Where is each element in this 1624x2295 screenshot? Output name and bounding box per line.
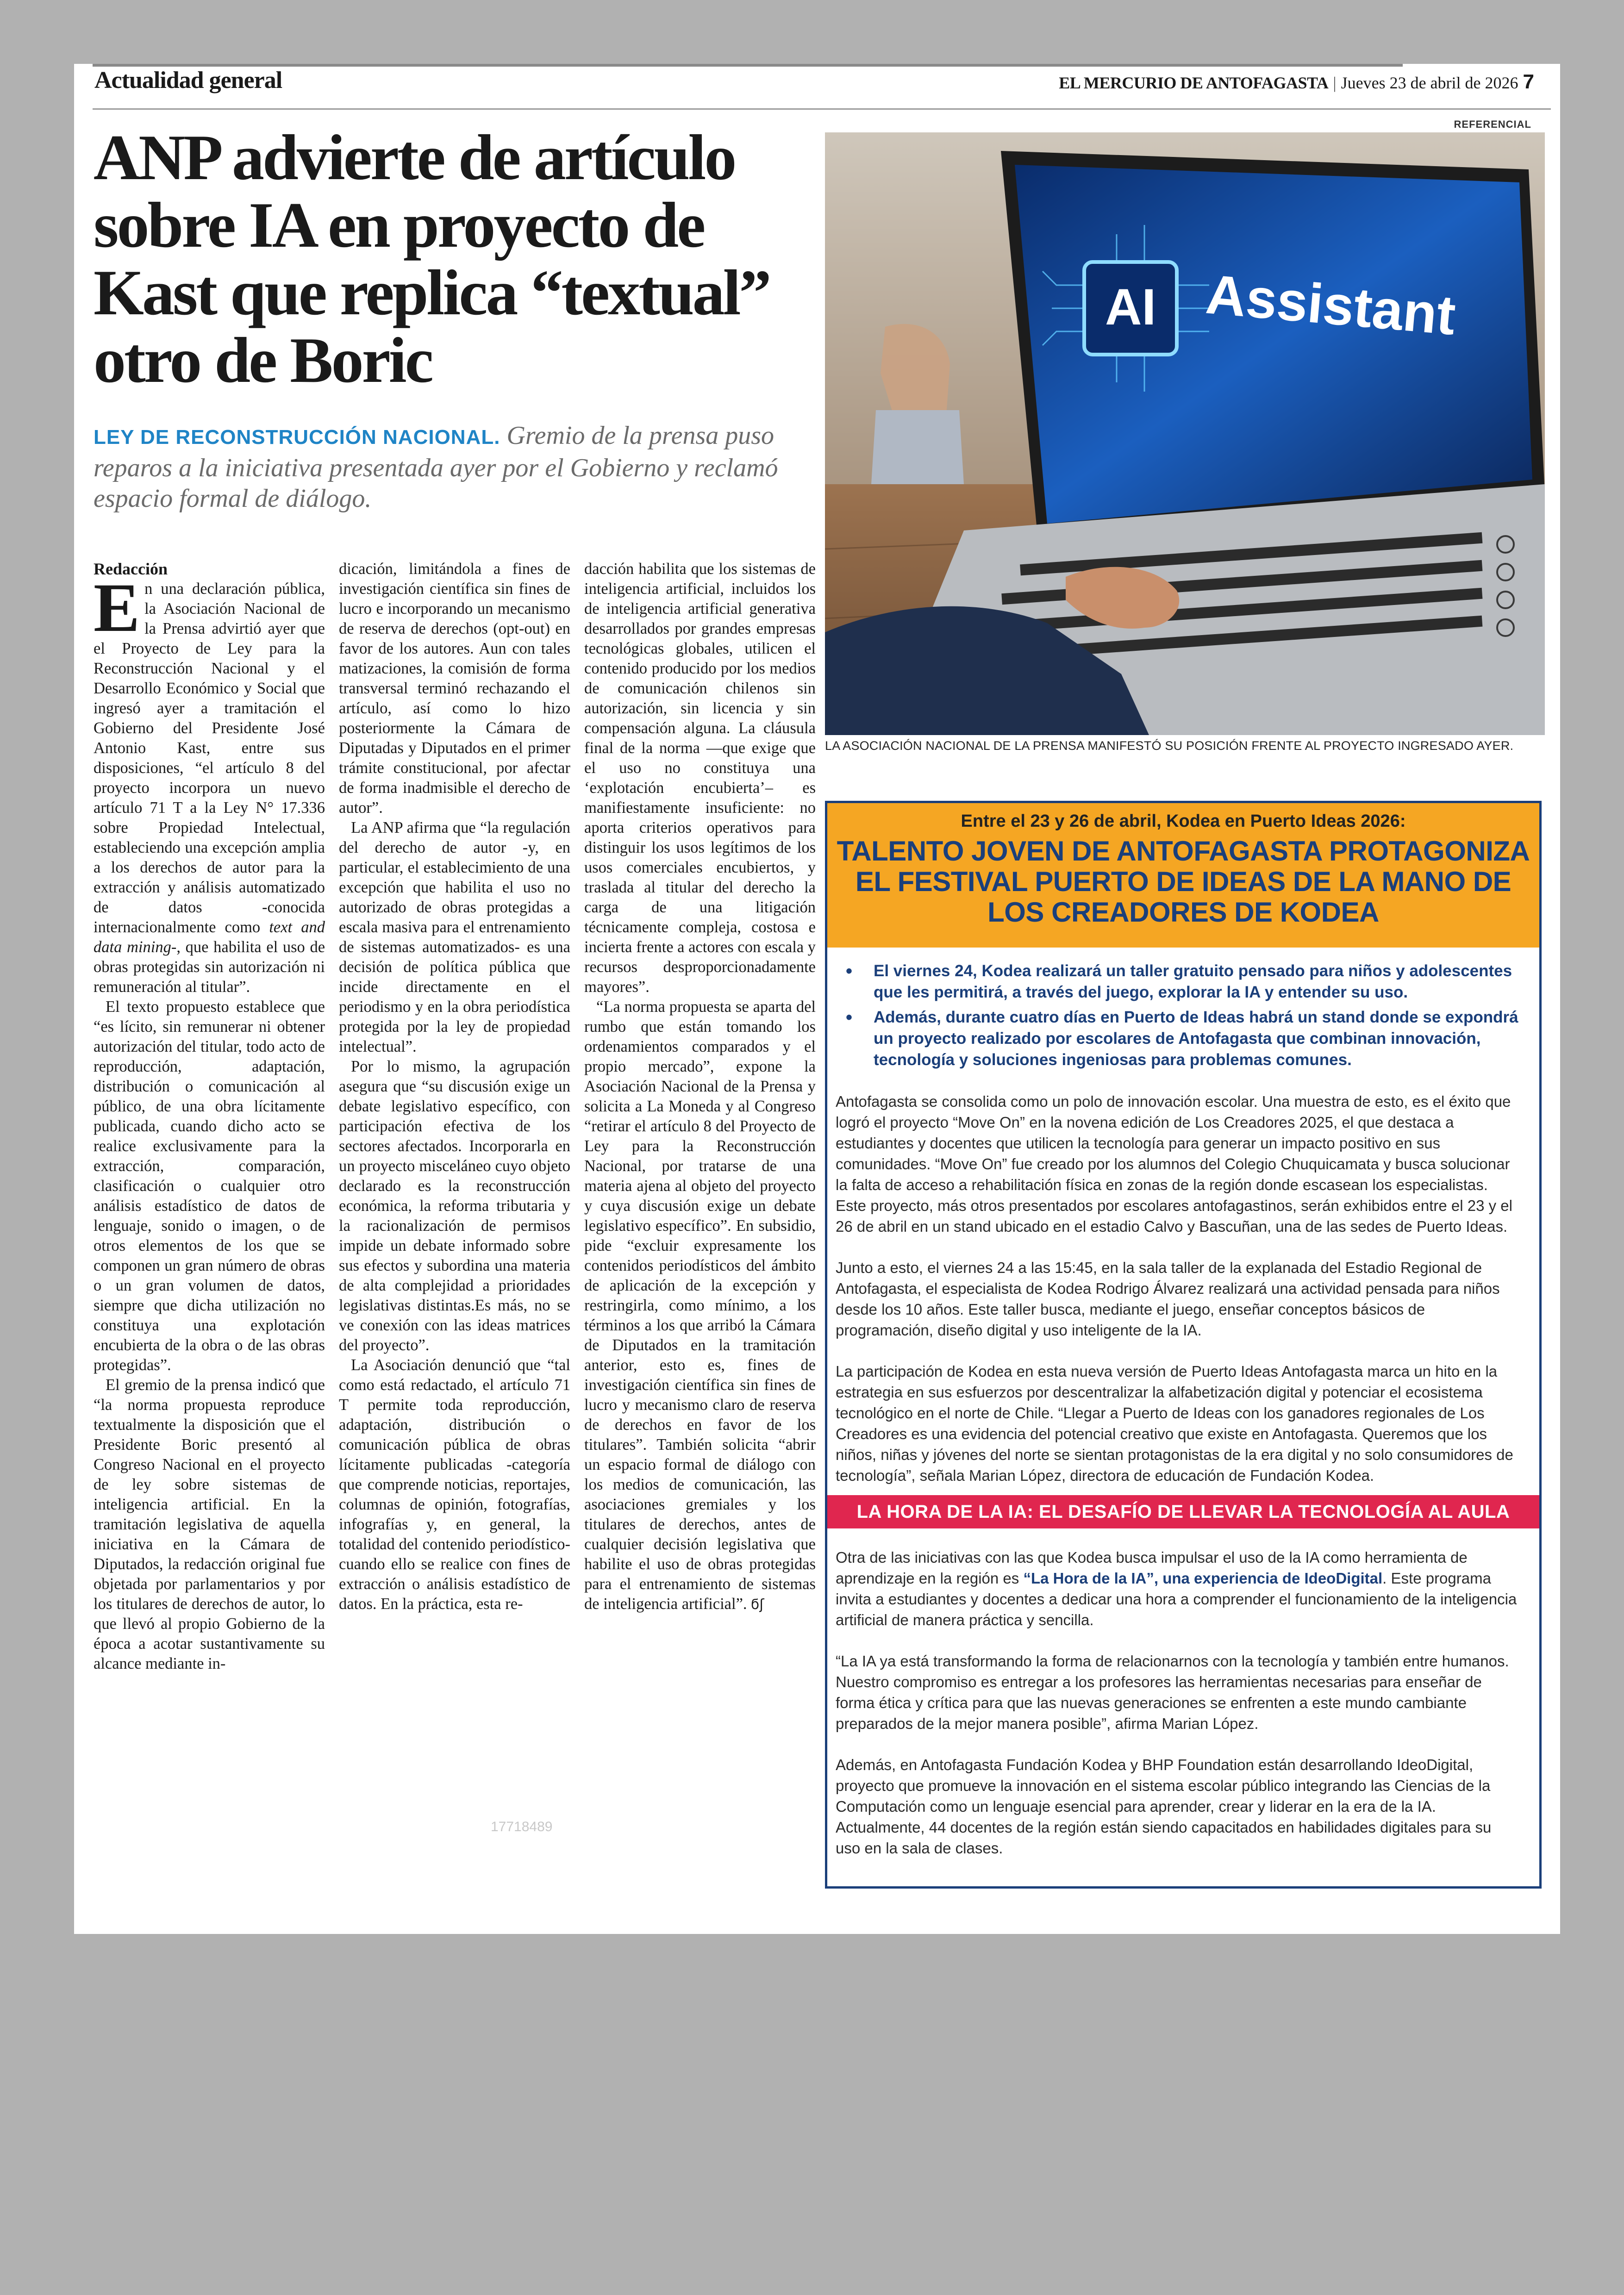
header-rule-bottom [93,108,1551,110]
article-paragraph: El texto propuesto establece que “es lícito, sin remunerar ni obtener autorización del titular, todo acto de reproducción, adaptación, distribución o comunicación al público, de una obra lícitamente publicada, cuando dicho acto se realice exclusivamente para la extracción, comparación, clasificación o cualquier otro análisis estadístico de datos de lenguaje, sonido o imagen, o de otros elementos de los que se componen un gran número de obras o un gran volumen de datos, siempre que dicha utilización no constituya una explotación encubierta de la obra o de las obras protegidas”. [94,998,325,1374]
paragraph-italic-term: text and data mining [94,918,325,956]
screen-assistant-text: Assistant [1203,263,1458,347]
paragraph-text: Otra de las iniciativas con las que Kodea busca impulsar el uso de la IA como herramienta de aprendizaje en la región es [836,1549,1468,1587]
sponsored-box [825,801,1542,1889]
end-mark-icon: ϭʃ [751,1597,764,1613]
article-headline: ANP advierte de artículo sobre IA en proyecto de Kast que replica “textual” otro de Boric [94,122,770,396]
article-paragraph: El gremio de la prensa indicó que “la norma propuesta reproduce textualmente la disposición que el Presidente Boric presentó al Congreso Nacional en el proyecto de ley sobre sistemas de inteligencia artificial. En la tramitación legislativa de aquella iniciativa en la Cámara de Diputados, la redacción original fue objetada por parlamentarios y por los titulares de derechos de autor, lo que llevó al propio Gobierno de la época a acotar sustantivamente su alcance mediante in- [94,1376,325,1672]
article-column-3 [584,559,816,1615]
paragraph-text: n una declaración pública, la Asociación Nacional de la Prensa advirtió ayer que el Proyecto de Ley para la Reconstrucción Nacional y el Desarrollo Económico y Social que ingresó ayer a tramitación el Gobierno del Presidente José Antonio Kast, entre sus disposiciones, “el artículo 8 del proyecto incorpora un nuevo artículo 71 T a la Ley N° 17.336 sobre Propiedad Intelectual, estableciendo una excepción amplia a los derechos de autor para la extracción y análisis automatizado de datos -conocida internacionalmente como [94,580,325,936]
drop-cap: E [94,569,140,646]
article-photo [825,132,1545,735]
box-paragraph: La participación de Kodea en esta nueva versión de Puerto Ideas Antofagasta marca un hito en la estrategia en sus esfuerzos por descentralizar la alfabetización digital y potenciar el ecosistema tecnológico en el norte de Chile. “Llegar a Puerto de Ideas con los ganadores regionales de Los Creadores es una evidencia del potencial creativo que existe en Antofagasta. Queremos que los niños, niñas y jóvenes del norte se sientan protagonistas de la era digital y no solo consumidores de tecnología”, señala Marian López, directora de educación de Fundación Kodea. [836,1363,1513,1484]
newspaper-page [74,64,1560,1934]
watermark-number: 17718489 [491,1819,553,1834]
box-body [827,1091,1539,1486]
article-column-2 [339,559,570,1614]
paragraph-text: . Este programa invita a estudiantes y docentes a dedicar una hora a comprender el funcionamiento de la inteligencia artificial de manera práctica y sencilla. [836,1570,1517,1628]
article-subtitle: Gremio de la prensa puso reparos a la iniciativa presentada ayer por el Gobierno y reclamó espacio formal de diálogo. [94,421,778,513]
page-number: 7 [1523,70,1534,93]
article-paragraph: dicación, limitándola a fines de investigación científica sin fines de lucro e incorporando un mecanismo de reserva de derechos (opt-out) en favor de los autores. Aun con tales matizaciones, la comisión de forma transversal terminó rechazando el artículo, así como lo hizo posteriormente la Cámara de Diputadas y Diputados en el primer trámite constitucional, por afectar de forma inadmisible el derecho de autor”. [339,560,570,817]
paragraph-text: -, que habilita el uso de obras protegidas sin autorización ni remuneración al titular”. [94,938,325,996]
box-title: TALENTO JOVEN DE ANTOFAGASTA PROTAGONIZA EL FESTIVAL PUERTO DE IDEAS DE LA MANO DE LOS CREADORES DE KODEA [837,836,1530,928]
box-paragraph: Antofagasta se consolida como un polo de innovación escolar. Una muestra de esto, es el éxito que logró el proyecto “Move On” en la novena edición de Los Creadores 2025, el que destaca a estudiantes y docentes que utilicen la tecnología para generar un impacto positivo en sus comunidades. “Move On” fue creado por los alumnos del Colegio Chuquicamata y busca solucionar la falta de acceso a rehabilitación física en zonas de la región donde escasean los especialistas. Este proyecto, más otros presentados por escolares antofagastinos, serán exhibidos entre el 23 y el 26 de abril en un stand ubicado en el estadio Calvo y Bascuñan, una de las sedes de Puerto Ideas. [836,1093,1512,1235]
box-bullet-list [827,960,1539,1071]
box-bullet-item: • Además, durante cuatro días en Puerto de Ideas habrá un stand donde se expondrá un proyecto realizado por escolares de Antofagasta que combinan innovación, tecnología y soluciones ingeniosas para problemas comunes. [874,1007,1521,1071]
box-paragraph [836,1547,1519,1630]
highlight-program-name: “La Hora de la IA”, una experiencia de IdeoDigital [1023,1570,1383,1587]
newspaper-name: EL MERCURIO DE ANTOFAGASTA [1059,74,1329,92]
box-subheading-bar: LA HORA DE LA IA: EL DESAFÍO DE LLEVAR LA TECNOLOGÍA AL AULA [827,1495,1539,1528]
box-paragraph: Junto a esto, el viernes 24 a las 15:45, en la sala taller de la explanada del Estadio Regional de Antofagasta, el especialista de Kodea Rodrigo Álvarez realizará una actividad pensada para niños desde los 10 años. Este taller busca, mediante el juego, enseñar conceptos básicos de programación, diseño digital y uso inteligente de la IA. [836,1259,1500,1339]
issue-date: Jueves 23 de abril de 2026 [1341,74,1518,92]
article-column-1 [94,559,325,1674]
box-body-lower [827,1547,1539,1858]
box-paragraph: Además, en Antofagasta Fundación Kodea y BHP Foundation están desarrollando IdeoDigital, proyecto que promueve la innovación en el sistema escolar público integrando las Ciencias de la Computación como un lenguaje esencial para aprender, crear y liderar en la era de la IA. Actualmente, 44 docentes de la región están siendo capacitados en habilidades digitales para su uso en la sala de clases. [836,1756,1492,1857]
header-rule-top [93,64,1403,67]
article-deck [94,420,797,514]
masthead-separator: | [1333,74,1337,92]
article-paragraph [584,997,816,1615]
article-paragraph: La ANP afirma que “la regulación del derecho de autor -y, en particular, el establecimiento de una excepción que habilita el uso no autorizado de obras protegidas a escala masiva para el entrenamiento de sistemas automatizados- es una decisión de política pública que incide directamente en el periodismo y en la obra periodística protegida por la ley de propiedad intelectual”. [339,819,570,1055]
article-paragraph: dacción habilita que los sistemas de inteligencia artificial, incluidos los de inteligencia artificial generativa desarrollados por grandes empresas tecnológicas globales, utilicen el contenido producido por los medios de comunicación chilenos sin autorización, sin licencia y sin compensación alguna. La cláusula final de la norma —que exige que el uso no constituya una ‘explotación encubierta’– es manifiestamente insuficiente: no aporta criterios operativos para distinguir los usos legítimos de los usos comerciales encubiertos, y traslada al titular del derecho la carga de una litigación técnicamente compleja, costosa e incierta frente a actores con escala y recursos desproporcionadamente mayores”. [584,560,816,996]
section-label: Actualidad general [94,67,282,94]
article-kicker: LEY DE RECONSTRUCCIÓN NACIONAL. [94,426,500,449]
box-bullet-item: • El viernes 24, Kodea realizará un taller gratuito pensado para niños y adolescentes que les permitirá, a través del juego, explorar la IA y entender su uso. [874,960,1521,1003]
article-byline: Redacción [94,560,168,578]
article-paragraph: La Asociación denunció que “tal como está redactado, el artículo 71 T permite toda reproducción, adaptación, distribución o comunicación pública de obras lícitamente publicadas -categoría que comprende noticias, reportajes, columnas de opinión, fotografías, infografías y, en general, la totalidad del contenido periodístico- cuando ello se realice con fines de extracción o análisis estadístico de datos. En la práctica, esta re- [339,1356,570,1613]
masthead [1059,70,1534,94]
box-pre-title: Entre el 23 y 26 de abril, Kodea en Puerto Ideas 2026: [961,811,1406,831]
box-paragraph: “La IA ya está transformando la forma de relacionarnos con la tecnología y también entre humanos. Nuestro compromiso es entregar a los profesores las herramientas necesarias para enseñar de forma ética y crítica para que las nuevas generaciones se enfrenten a este mundo cambiante preparados de la mejor manera posible”, afirma Marian López. [836,1653,1509,1732]
paragraph-text: “La norma propuesta se aparta del rumbo que están tomando los ordenamientos comparados y el propio mercado”, expone la Asociación Nacional de la Prensa y solicita a La Moneda y al Congreso “retirar el artículo 8 del Proyecto de Ley para la Reconstrucción Nacional, por tratarse de una materia ajena al objeto del proyecto y cuya discusión exige un debate legislativo específico”. En subsidio, pide “excluir expresamente los contenidos periodísticos del ámbito de aplicación de la excepción y restringirla, como mínimo, a los términos a los que arribó la Cámara de Diputados en la tramitación anterior, esto es, fines de investigación científica sin fines de lucro y mecanismo claro de reserva de derechos en favor de los titulares”. También solicita “abrir un espacio formal de diálogo con los medios de comunicación, las asociaciones gremiales y los titulares de derechos, antes de cualquier decisión legislativa que habilite el uso de obras protegidas para el entrenamiento de sistemas de inteligencia artificial”. [584,998,816,1613]
screen-badge-text: AI [1105,279,1156,336]
article-paragraph: Por lo mismo, la agrupación asegura que “su discusión exige un debate legislativo específico, con participación efectiva de los sectores afectados. Incorporarla en un proyecto misceláneo cuyo objeto declarado es la reconstrucción económica, la reforma tributaria y la racionalización de permisos impide un debate informado sobre sus efectos y subordina una materia de alta complejidad a prioridades legislativas distintas.Es más, no se ve conexión con las ideas matrices del proyecto”. [339,1058,570,1354]
photo-caption: LA ASOCIACIÓN NACIONAL DE LA PRENSA MANIFESTÓ SU POSICIÓN FRENTE AL PROYECTO INGRESADO AYER. [825,739,1514,753]
laptop-ai-illustration [825,132,1545,735]
photo-credit: REFERENCIAL [1454,118,1531,130]
box-header [827,803,1539,948]
